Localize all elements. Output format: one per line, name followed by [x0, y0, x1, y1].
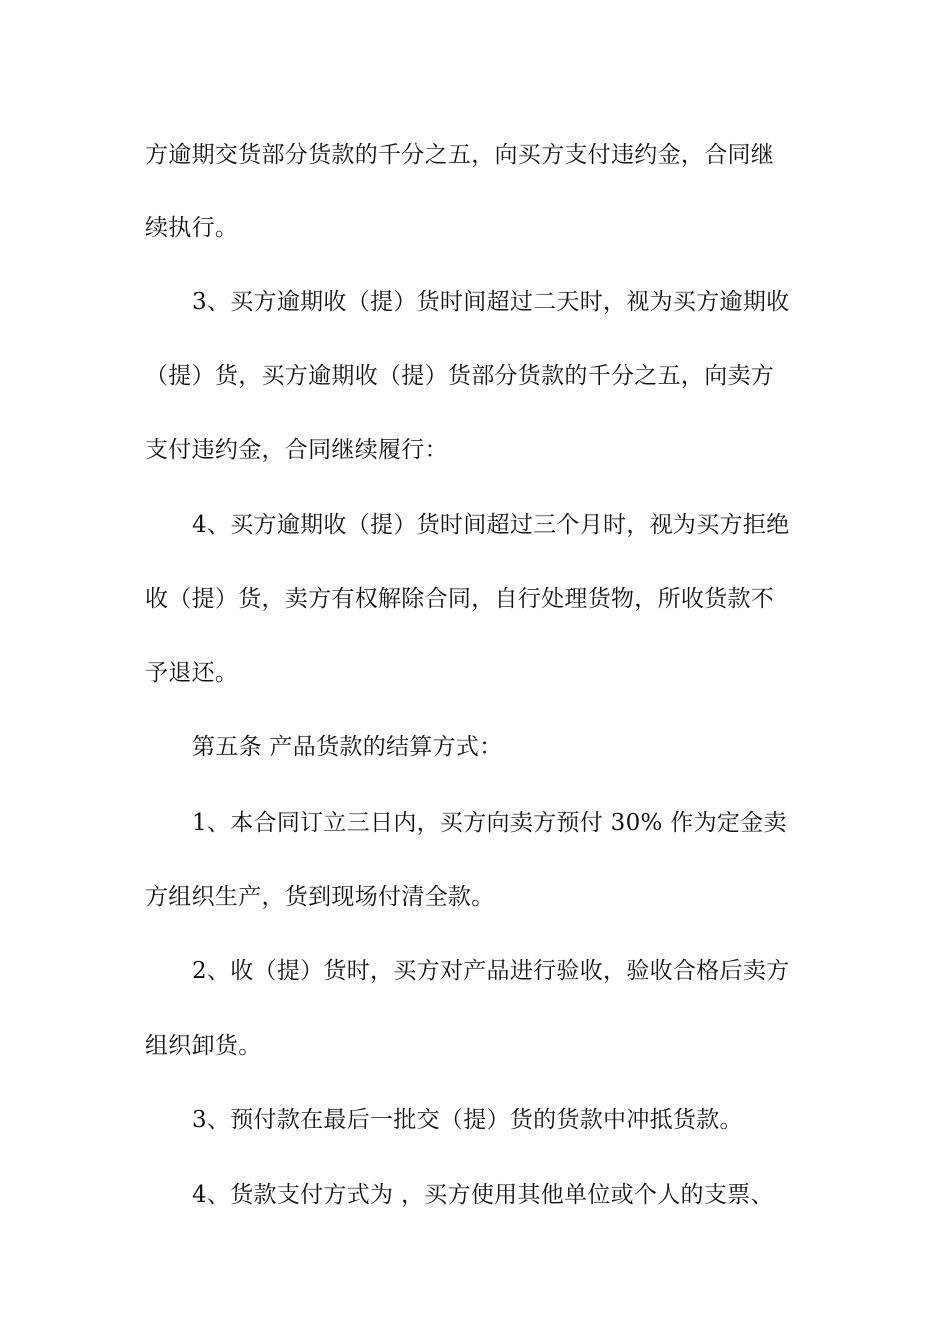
text-line-3: 3、买方逾期收（提）货时间超过二天时，视为买方逾期收: [192, 289, 790, 315]
text-line-4: （提）货，买方逾期收（提）货部分货款的千分之五，向卖方: [145, 363, 775, 389]
section-heading: 第五条 产品货款的结算方式：: [192, 734, 503, 760]
text-line-10: 1、本合同订立三日内，买方向卖方预付 30% 作为定金卖: [192, 810, 787, 836]
text-line-11: 方组织生产，货到现场付清全款。: [145, 884, 495, 910]
text-line-13: 组织卸货。: [145, 1033, 262, 1059]
text-line-12: 2、收（提）货时，买方对产品进行验收，验收合格后卖方: [192, 958, 790, 984]
text-line-1: 方逾期交货部分货款的千分之五，向买方支付违约金，合同继: [145, 142, 775, 168]
text-line-15: 4、货款支付方式为 ，买方使用其他单位或个人的支票、: [192, 1182, 774, 1208]
text-line-7: 收（提）货，卖方有权解除合同，自行处理货物，所收货款不: [145, 586, 775, 612]
text-line-2: 续执行。: [145, 215, 239, 241]
text-line-8: 予退还。: [145, 660, 239, 686]
text-line-14: 3、预付款在最后一批交（提）货的货款中冲抵货款。: [192, 1107, 743, 1133]
text-line-6: 4、买方逾期收（提）货时间超过三个月时，视为买方拒绝: [192, 512, 790, 538]
text-line-5: 支付违约金，合同继续履行：: [145, 437, 448, 463]
